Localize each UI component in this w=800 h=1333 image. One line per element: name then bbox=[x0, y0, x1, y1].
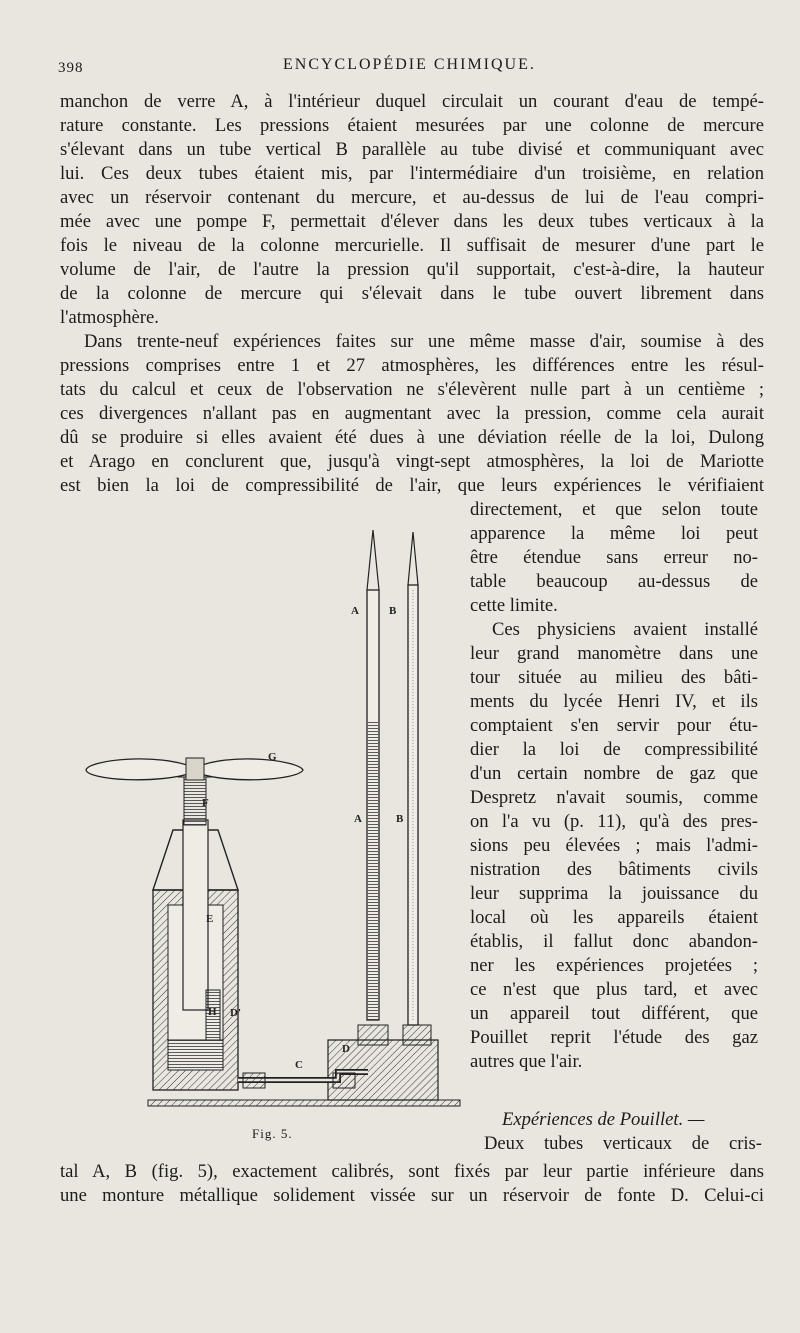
label-a-mid: A bbox=[354, 813, 362, 825]
text-line: Ces physiciens avaient installé bbox=[492, 619, 758, 640]
figure-apparatus bbox=[78, 520, 468, 1120]
text-line: volume de l'air, de l'autre la pression qu'il supportait, c'est-à-dire, la hauteur bbox=[60, 259, 764, 280]
text-line: et Arago en conclurent que, jusqu'à vingt-sept atmosphères, la loi de Mariotte bbox=[60, 451, 764, 472]
page-header bbox=[58, 52, 758, 80]
running-title: ENCYCLOPÉDIE CHIMIQUE. bbox=[283, 56, 536, 73]
text-line: comptaient s'en servir pour étu- bbox=[470, 715, 758, 736]
label-a-top: A bbox=[351, 605, 359, 617]
text-line: tats du calcul et ceux de l'observation ne s'élevèrent nulle part à un centième ; bbox=[60, 379, 764, 400]
text-line: établis, il fallut donc abandon- bbox=[470, 931, 758, 952]
label-d: D bbox=[342, 1043, 350, 1055]
label-g: G bbox=[268, 751, 277, 763]
text-line: tour située au milieu des bâti- bbox=[470, 667, 758, 688]
text-line: pressions comprises entre 1 et 27 atmosphères, les différences entre les résul- bbox=[60, 355, 764, 376]
text-line: on l'a vu (p. 11), qu'à des pres- bbox=[470, 811, 758, 832]
mercury-level bbox=[168, 1040, 223, 1070]
handle-g-left bbox=[86, 759, 195, 780]
text-line: être étendue sans erreur no- bbox=[470, 547, 758, 568]
text-line: s'élevant dans un tube vertical B parallèle au tube divisé et communiquant avec bbox=[60, 139, 764, 160]
label-d-prime: D' bbox=[230, 1007, 241, 1019]
text-line: leur grand manomètre dans une bbox=[470, 643, 758, 664]
text-line: tal A, B (fig. 5), exactement calibrés, sont fixés par leur partie inférieure dans bbox=[60, 1161, 764, 1182]
text-line: l'atmosphère. bbox=[60, 307, 159, 328]
text-line: leur supprima la jouissance du bbox=[470, 883, 758, 904]
text-line: rature constante. Les pressions étaient mesurées par une colonne de mercure bbox=[60, 115, 764, 136]
text-line: Deux tubes verticaux de cris- bbox=[484, 1133, 762, 1154]
base-plate bbox=[148, 1100, 460, 1106]
text-line: dû se produire si elles avaient été dues à une déviation réelle de la loi, Dulong bbox=[60, 427, 764, 448]
text-line: une monture métallique solidement vissée sur un réservoir de fonte D. Celui-ci bbox=[60, 1185, 764, 1206]
tube-a-graduations bbox=[368, 720, 378, 1020]
figure-caption: Fig. 5. bbox=[252, 1126, 293, 1141]
text-line: nistration des bâtiments civils bbox=[470, 859, 758, 880]
text-line: Dans trente-neuf expériences faites sur une même masse d'air, soumise à des bbox=[84, 331, 764, 352]
text-line: local où les appareils étaient bbox=[470, 907, 758, 928]
text-line: ments du lycée Henri IV, et ils bbox=[470, 691, 758, 712]
fitting-b bbox=[403, 1025, 431, 1045]
text-line: est bien la loi de compressibilité de l'air, que leurs expériences le vérifiaient bbox=[60, 475, 764, 496]
text-line: sions peu élevées ; mais l'admi- bbox=[470, 835, 758, 856]
text-line: apparence la même loi peut bbox=[470, 523, 758, 544]
text-line: ner les expériences projetées ; bbox=[470, 955, 758, 976]
piston-e bbox=[183, 820, 208, 1010]
label-h: H bbox=[208, 1006, 217, 1018]
text-line: cette limite. bbox=[470, 595, 558, 616]
text-line: directement, et que selon toute bbox=[470, 499, 758, 520]
label-e: E bbox=[206, 913, 214, 925]
text-line: lui. Ces deux tubes étaient mis, par l'intermédiaire d'un troisième, en relation bbox=[60, 163, 764, 184]
label-b-mid: B bbox=[396, 813, 404, 825]
text-line: Despretz n'avait soumis, comme bbox=[470, 787, 758, 808]
text-line: un appareil tout différent, que bbox=[470, 1003, 758, 1024]
label-b-top: B bbox=[389, 605, 397, 617]
text-line: dier la loi de compressibilité bbox=[470, 739, 758, 760]
fitting-a bbox=[358, 1025, 388, 1045]
text-line: ces divergences n'allant pas en augmentant avec la pression, comme cela aurait bbox=[60, 403, 764, 424]
handle-g-right bbox=[195, 759, 303, 780]
text-line: mée avec une pompe F, permettait d'élever dans les deux tubes verticaux à la bbox=[60, 211, 764, 232]
page-number: 398 bbox=[58, 60, 84, 76]
apparatus-illustration bbox=[78, 520, 468, 1120]
text-line: table beaucoup au-dessus de bbox=[470, 571, 758, 592]
text-line: avec un réservoir contenant du mercure, et au-dessus de lui de l'eau compri- bbox=[60, 187, 764, 208]
text-line: Pouillet reprit l'étude des gaz bbox=[470, 1027, 758, 1048]
label-c: C bbox=[295, 1059, 303, 1071]
text-line: autres que l'air. bbox=[470, 1051, 583, 1072]
text-line: d'un certain nombre de gaz que bbox=[470, 763, 758, 784]
text-line: ce n'est que plus tard, et avec bbox=[470, 979, 758, 1000]
text-line: manchon de verre A, à l'intérieur duquel circulait un courant d'eau de tempé- bbox=[60, 91, 764, 112]
label-f: F bbox=[202, 797, 209, 809]
text-line: fois le niveau de la colonne mercurielle. Il suffisait de mesurer d'une part le bbox=[60, 235, 764, 256]
text-line: de la colonne de mercure qui s'élevait dans le tube ouvert librement dans bbox=[60, 283, 764, 304]
section-heading: Expériences de Pouillet. — bbox=[502, 1109, 705, 1130]
